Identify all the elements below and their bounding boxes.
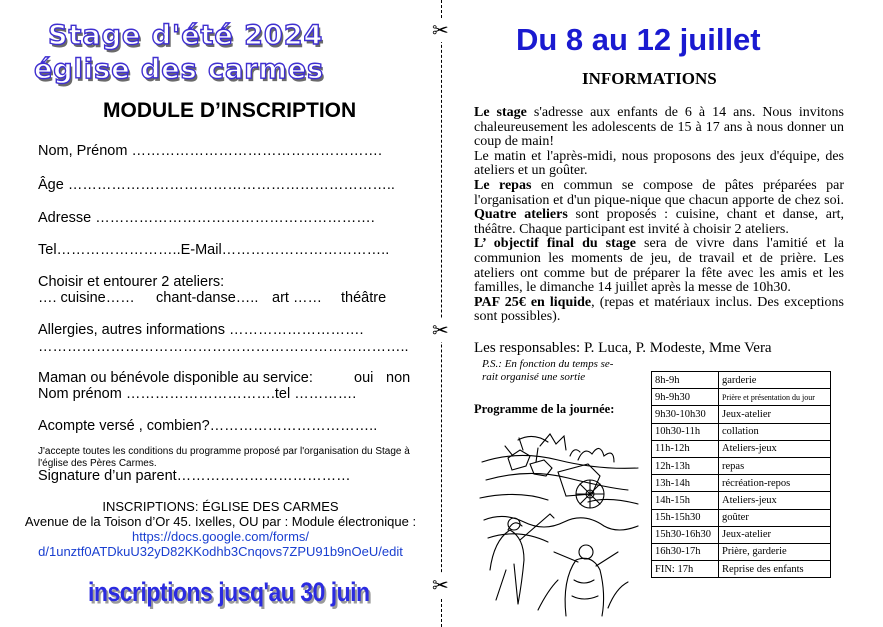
workshop-option-art[interactable]: art …… <box>272 290 322 306</box>
schedule-activity: récréation-repos <box>719 475 831 492</box>
deposit-field[interactable]: Acompte versé , combien?…………………………….. <box>38 418 378 434</box>
schedule-time: FIN: 17h <box>652 561 719 578</box>
allergies-field-cont[interactable]: ………………………………………………………………….. <box>38 339 409 355</box>
volunteer-oui[interactable]: oui <box>354 370 374 386</box>
schedule-activity: garderie <box>719 372 831 389</box>
scissors-icon: ✂ <box>432 318 449 342</box>
address-field[interactable]: Adresse …………………………………………………. <box>38 210 375 226</box>
schedule-row <box>652 372 831 389</box>
info-paf-text: , (repas et matériaux inclus. Des exceptions sont possibles). <box>474 294 845 325</box>
accept-text-line-2: l'église des Pères Carmes. <box>38 458 157 469</box>
schedule-time: 12h-13h <box>652 457 719 474</box>
ps-line-2: rait organisé une sortie <box>482 371 586 383</box>
info-repas-text: en commun se compose de pâtes préparées par l'organisation et d'un pique-nique que chacun apporte de chez soi. <box>474 177 844 208</box>
deadline-banner: inscriptions jusq'au 30 juin <box>88 577 370 607</box>
schedule-activity: Jeux-atelier <box>719 406 831 423</box>
schedule-row <box>652 492 831 509</box>
form-link-line-2[interactable]: d/1unztf0ATDkuU32yD82KKodhb3Cnqovs7ZPU91b9nOeU/edit <box>38 544 403 559</box>
schedule-row <box>652 440 831 457</box>
schedule-body <box>652 372 831 578</box>
info-activities-text: Le matin et l'après-midi, nous proposons des jeux d'équipe, des ateliers et un goûter. <box>474 148 844 179</box>
module-title: MODULE D’INSCRIPTION <box>103 99 357 122</box>
schedule-activity: repas <box>719 457 831 474</box>
banner-line-2: église des carmes <box>34 54 325 85</box>
schedule-time: 9h30-10h30 <box>652 406 719 423</box>
schedule-activity: collation <box>719 423 831 440</box>
schedule-time: 16h30-17h <box>652 543 719 560</box>
banner-line-1: Stage d'été 2024 <box>48 20 324 51</box>
workshops-prompt: Choisir et entourer 2 ateliers: <box>38 274 225 290</box>
info-stage-text: s'adresse aux enfants de 6 à 14 ans. Nous invitons chaleureusement les adolescents de 15 à 17 ans à nous donner un coup de main! <box>474 105 844 150</box>
inscriptions-block <box>0 499 441 559</box>
info-paf-bold: PAF 25€ en liquide <box>474 294 592 310</box>
name-field[interactable]: Nom, Prénom ……………………………………………. <box>38 143 382 159</box>
schedule-activity: Jeux-atelier <box>719 526 831 543</box>
inscriptions-address: Avenue de la Toison d’Or 45. Ixelles, OU par : Module électronique : <box>24 514 417 529</box>
schedule-activity: Ateliers-jeux <box>719 492 831 509</box>
accept-text-line-1: J'accepte toutes les conditions du programme proposé par l'organisation du Stage à <box>38 446 410 457</box>
cut-line <box>441 0 442 627</box>
info-objectif-text: sera de vivre dans l'amitié et la communion les moments de jeu, de travail et de prière. Les ateliers ont comme but de préparer la fête avec les amis et les familles, le dimanche 14 juillet après la messe de 10h30. <box>474 236 844 296</box>
volunteer-name-field[interactable]: Nom prénom ………………………….tel …………. <box>38 386 357 402</box>
volunteer-question: Maman ou bénévole disponible au service: <box>38 370 313 386</box>
schedule-row <box>652 406 831 423</box>
schedule-activity: Reprise des enfants <box>719 561 831 578</box>
schedule-time: 11h-12h <box>652 440 719 457</box>
schedule-row <box>652 509 831 526</box>
schedule-row <box>652 389 831 406</box>
schedule-time: 9h-9h30 <box>652 389 719 406</box>
tel-email-field[interactable]: Tel……………………..E-Mail…………………………….. <box>38 242 390 258</box>
programme-label: Programme de la journée: <box>474 402 615 416</box>
chariot-illustration <box>478 420 644 618</box>
schedule-time: 15h-15h30 <box>652 509 719 526</box>
schedule-time: 8h-9h <box>652 372 719 389</box>
schedule-activity: Ateliers-jeux <box>719 440 831 457</box>
info-objectif-bold: L’ objectif final du stage <box>474 236 637 252</box>
schedule-time: 15h30-16h30 <box>652 526 719 543</box>
schedule-row <box>652 475 831 492</box>
ps-line-1: P.S.: En fonction du temps se- <box>482 358 614 370</box>
schedule-row <box>652 543 831 560</box>
schedule-table <box>651 371 831 578</box>
info-heading: INFORMATIONS <box>582 69 717 88</box>
schedule-row <box>652 457 831 474</box>
allergies-field[interactable]: Allergies, autres informations ………………………. <box>38 322 364 338</box>
volunteer-non[interactable]: non <box>386 370 411 386</box>
schedule-row <box>652 561 831 578</box>
workshop-option-chant-danse[interactable]: chant-danse….. <box>156 290 259 306</box>
info-stage-bold: Le stage <box>474 105 527 120</box>
schedule-activity: goûter <box>719 509 831 526</box>
workshop-option-theatre[interactable]: théâtre <box>341 290 387 306</box>
ps-note <box>482 358 613 384</box>
age-field[interactable]: Âge ………………………………………………………….. <box>38 177 395 193</box>
info-text <box>474 106 844 325</box>
schedule-row <box>652 526 831 543</box>
schedule-row <box>652 423 831 440</box>
schedule-activity: Prière et présentation du jour <box>719 389 831 406</box>
responsables: Les responsables: P. Luca, P. Modeste, Mme Vera <box>474 340 772 356</box>
info-repas-bold: Le repas <box>474 177 532 193</box>
schedule-time: 10h30-11h <box>652 423 719 440</box>
schedule-activity: Prière, garderie <box>719 543 831 560</box>
info-ateliers-text: sont proposés : cuisine, chant et danse, art, théâtre. Chaque participant est invité à choisir 2 ateliers. <box>474 207 845 237</box>
workshop-option-cuisine[interactable]: …. cuisine…… <box>38 290 135 306</box>
schedule-time: 14h-15h <box>652 492 719 509</box>
signature-field[interactable]: Signature d’un parent……………………………… <box>38 468 351 484</box>
form-link-line-1[interactable]: https://docs.google.com/forms/ <box>131 529 310 544</box>
schedule-time: 13h-14h <box>652 475 719 492</box>
scissors-icon: ✂ <box>432 573 449 597</box>
dates-title: Du 8 au 12 juillet <box>516 22 761 57</box>
inscriptions-title: INSCRIPTIONS: ÉGLISE DES CARMES <box>102 499 339 514</box>
scissors-icon: ✂ <box>432 18 449 42</box>
info-ateliers-bold: Quatre ateliers <box>474 207 568 223</box>
